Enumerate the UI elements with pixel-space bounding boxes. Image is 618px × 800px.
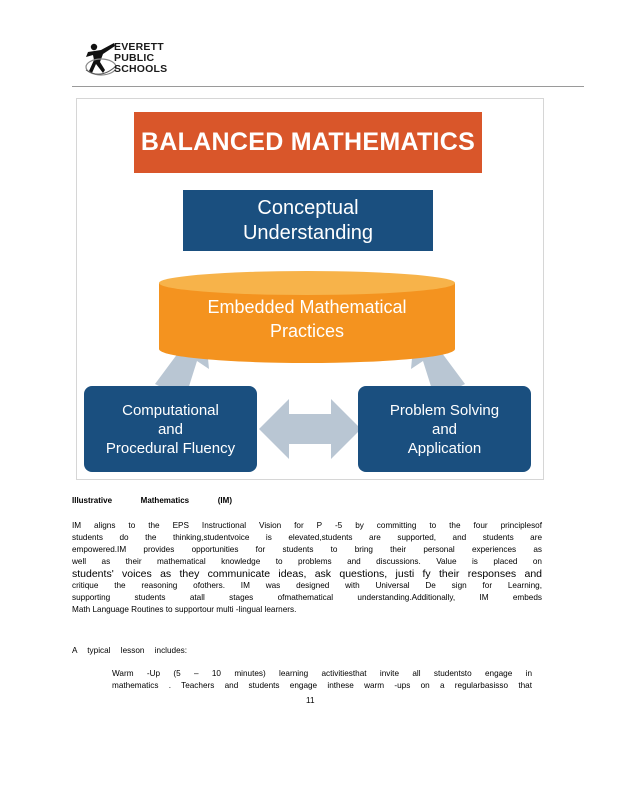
conceptual-line-1: Conceptual	[257, 196, 359, 219]
paragraph-line: students' voices as they communicate ideas, ask questions, justi fy their responses and	[72, 568, 542, 580]
computational-fluency-box: Computational and Procedural Fluency	[84, 386, 257, 472]
paragraph-line: supporting students atall stages ofmathematical understanding.Additionally, IM embeds	[72, 593, 542, 602]
problem-solving-box: Problem Solving and Application	[358, 386, 531, 472]
runner-figure-icon	[84, 40, 118, 80]
paragraph-line: well as their mathematical knowledge to problems and discussions. Value is placed on	[72, 557, 542, 566]
double-arrow-icon	[259, 399, 361, 459]
header-divider	[72, 86, 584, 87]
paragraph-line: students do the thinking,studentvoice is elevated,students are supported, and students are	[72, 533, 542, 542]
im-paragraph	[72, 520, 542, 616]
paragraph-line: critique the reasoning ofothers. IM was designed with Universal De sign for Learning,	[72, 581, 542, 590]
title-banner: BALANCED MATHEMATICS	[134, 112, 482, 173]
lesson-intro: A typical lesson includes:	[72, 646, 188, 655]
paragraph-line: IM aligns to the EPS Instructional Vision for P -5 by committing to the four principlesof	[72, 521, 542, 530]
paragraph-line: Math Language Routines to supportour multi -lingual learners.	[72, 605, 297, 614]
conceptual-line-2: Understanding	[242, 221, 374, 244]
page-number: 11	[306, 696, 315, 705]
section-heading: Illustrative Mathematics (IM)	[72, 496, 232, 505]
bullet-line: mathematics . Teachers and students engage inthese warm -ups on a regularbasisso that	[112, 681, 532, 690]
conceptual-understanding-box	[183, 190, 433, 251]
paragraph-line: empowered.IM provides opportunities for students to bring their personal experiences as	[72, 545, 542, 554]
balanced-math-diagram	[76, 98, 544, 480]
bullet-line: Warm -Up (5 – 10 minutes) learning activitiesthat invite all studentsto engage in	[112, 669, 532, 678]
bullet-item	[112, 668, 532, 692]
practices-label: Embedded Mathematical Practices	[207, 297, 407, 341]
logo-wordmark: EVERETT PUBLIC SCHOOLS	[114, 41, 168, 75]
district-logo	[84, 38, 184, 84]
